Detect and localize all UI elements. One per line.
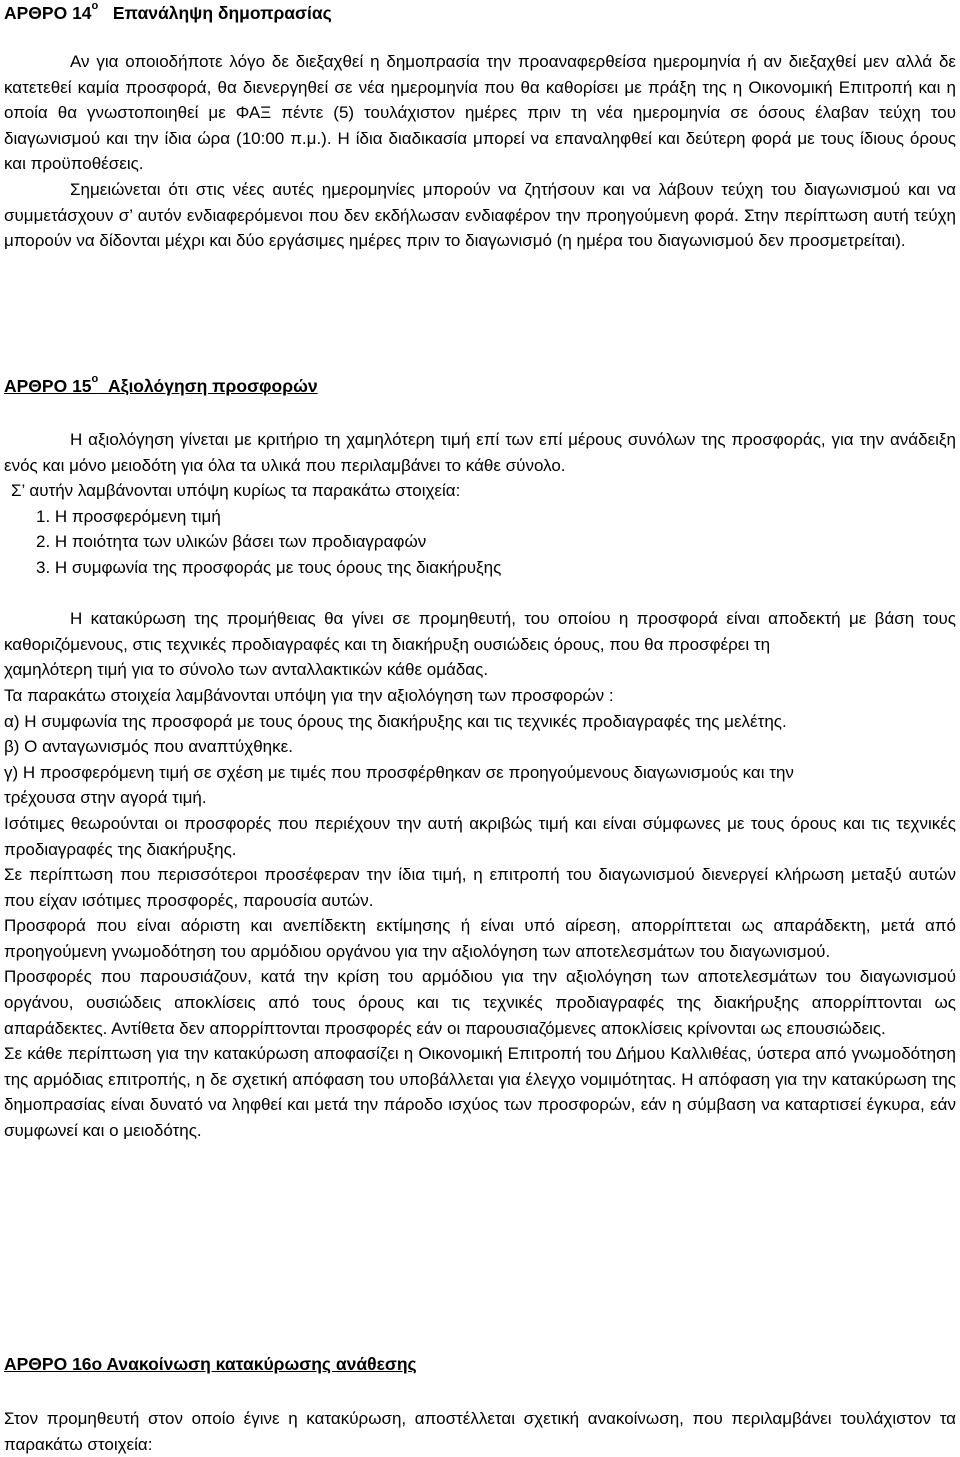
article-15-heading-underlined <box>4 373 318 396</box>
article-16-body <box>4 1406 956 1457</box>
criteria-item: 1. Η προσφερόμενη τιμή <box>36 506 221 526</box>
award-paragraph-cont: χαμηλότερη τιμή για το σύνολο των ανταλλακτικών κάθε ομάδας. <box>4 660 489 680</box>
deviating-offers-paragraph: Προσφορές που παρουσιάζουν, κατά την κρίση του αρμόδιου για την αξιολόγηση των αποτελεσμάτων του διαγωνισμού οργάνου, ουσιώδεις αποκλίσεις από τους όρους και τις τεχνικές προδιαγραφές της διακήρυξης απορρίπτονται ως απαράδεκτες. Αντίθετα δεν απορρίπτονται προσφορές εάν οι παρουσιαζόμενες αποκλίσεις κρίνονται ως επουσιώδεις. <box>4 967 956 1038</box>
article-14-paragraph: Αν για οποιοδήποτε λόγο δε διεξαχθεί η δημοπρασία την προαναφερθείσα ημερομηνία ή αν διεξαχθεί μεν αλλά δε κατετεθεί καμία προσφορά, θα διενεργηθεί σε νέα ημερομηνία που θα καθορίσει με πράξη της η Οικονομική Επιτροπή και η οποία θα γνωστοποιηθεί με ΦΑΞ πέντε (5) τουλάχιστον ημέρες πριν τη νέα ημερομηνία σε όσους έλαβαν τεύχη του διαγωνισμού και την ίδια ώρα (10:00 π.μ.). Η ίδια διαδικασία μπορεί να επαναληφθεί και δεύτερη φορά με τους ίδιους όρους και προϋποθέσεις. <box>4 52 956 174</box>
article-15-intro: Η αξιολόγηση γίνεται με κριτήριο τη χαμηλότερη τιμή επί των επί μέρους συνόλων της προσφοράς, για την ανάδειξη ενός και μόνο μειοδότη για όλα τα υλικά που περιλαμβάνει το κάθε σύνολο. <box>4 430 956 475</box>
rejected-offers-paragraph: Προσφορά που είναι αόριστη και ανεπίδεκτη εκτίμησης ή είναι υπό αίρεση, απορρίπτεται ως απαράδεκτη, μετά από προηγούμενη γνωμοδότηση του αρμόδιου οργάνου για την αξιολόγηση των αποτελεσμάτων του διαγωνισμού. <box>4 916 956 961</box>
article-14-heading <box>4 1 332 27</box>
equal-offers-paragraph: Ισότιμες θεωρούνται οι προσφορές που περιέχουν την αυτή ακριβώς τιμή και είναι σύμφωνες με τους όρους και τις τεχνικές προδιαγραφές της διακήρυξης. <box>4 813 956 859</box>
article-15-title: Αξιολόγηση προσφορών <box>108 376 318 396</box>
criteria-item: 2. Η ποιότητα των υλικών βάσει των προδιαγραφών <box>36 532 427 552</box>
element-b: β) Ο ανταγωνισμός που αναπτύχθηκε. <box>4 737 293 757</box>
article-15-number: ΑΡΘΡΟ 15 <box>4 376 92 396</box>
article-14-number: ΑΡΘΡΟ 14 <box>4 3 92 23</box>
article-15-heading <box>4 374 318 400</box>
element-c: γ) Η προσφερόμενη τιμή σε σχέση με τιμές που προσφέρθηκαν σε προηγούμενους διαγωνισμούς και την <box>4 762 794 782</box>
criteria-lead: Σ’ αυτήν λαμβάνονται υπόψη κυρίως τα παρακάτω στοιχεία: <box>11 481 461 501</box>
element-c-cont: τρέχουσα στην αγορά τιμή. <box>4 788 207 808</box>
article-15-body <box>4 427 956 1144</box>
article-16-paragraph: Στον προμηθευτή στον οποίο έγινε η κατακύρωση, αποστέλλεται σχετική ανακοίνωση, που περιλαμβάνει τουλάχιστον τα παρακάτω στοιχεία: <box>4 1409 956 1454</box>
article-14-paragraph: Σημειώνεται ότι στις νέες αυτές ημερομηνίες μπορούν να ζητήσουν και να λάβουν τεύχη του διαγωνισμού και να συμμετάσχουν σ’ αυτόν ενδιαφερόμενοι που δεν εκδήλωσαν ενδιαφέρον την προηγούμενη φορά. Στην περίπτωση αυτή τεύχη μπορούν να δίδονται μέχρι και δύο εργάσιμες ημέρες πριν το διαγωνισμό (η ημέρα του διαγωνισμού δεν προσμετρείται). <box>4 179 956 251</box>
award-paragraph: Η κατακύρωση της προμήθειας θα γίνει σε προμηθευτή, του οποίου η προσφορά είναι αποδεκτή με βάση τους καθοριζόμενους, στις τεχνικές προδιαγραφές και τη διακήρυξη ουσιώδεις όρους, που θα προσφέρει τη <box>4 609 956 654</box>
article-15-ordinal: ο <box>91 373 99 386</box>
article-14-body <box>4 49 956 254</box>
criteria-list <box>4 504 956 581</box>
final-decision-paragraph: Σε κάθε περίπτωση για την κατακύρωση αποφασίζει η Οικονομική Επιτροπή του Δήμου Καλλιθέας, ύστερα από γνωμοδότηση της αρμόδιας επιτροπής, η δε σχετική απόφαση του υποβάλλεται για έλεγχο νομιμότητας. Η απόφαση για την κατακύρωση της δημοπρασίας είναι δυνατό να ληφθεί και μετά την πάροδο ισχύος των προσφορών, εάν η σύμβαση να καταρτισεί έγκυρα, εάν συμφωνεί και ο μειοδότης. <box>4 1044 956 1141</box>
article-16-heading <box>4 1352 417 1378</box>
article-14-title: Επανάληψη δημοπρασίας <box>112 3 332 23</box>
equal-offers-draw-paragraph: Σε περίπτωση που περισσότεροι προσέφεραν την ίδια τιμή, η επιτροπή του διαγωνισμού διενεργεί κλήρωση μεταξύ αυτών που είχαν ισότιμες προσφορές, παρουσία αυτών. <box>4 865 956 910</box>
spacer <box>4 581 956 607</box>
article-16-title: ΑΡΘΡΟ 16ο Ανακοίνωση κατακύρωσης ανάθεσης <box>4 1354 417 1374</box>
element-a: α) Η συμφωνία της προσφορά με τους όρους της διακήρυξης και τις τεχνικές προδιαγραφές της μελέτης. <box>4 711 787 731</box>
elements-lead: Τα παρακάτω στοιχεία λαμβάνονται υπόψη για την αξιολόγηση των προσφορών : <box>4 685 614 705</box>
criteria-item: 3. Η συμφωνία της προσφοράς με τους όρους της διακήρυξης <box>36 557 502 577</box>
article-14-ordinal: ο <box>91 0 99 13</box>
